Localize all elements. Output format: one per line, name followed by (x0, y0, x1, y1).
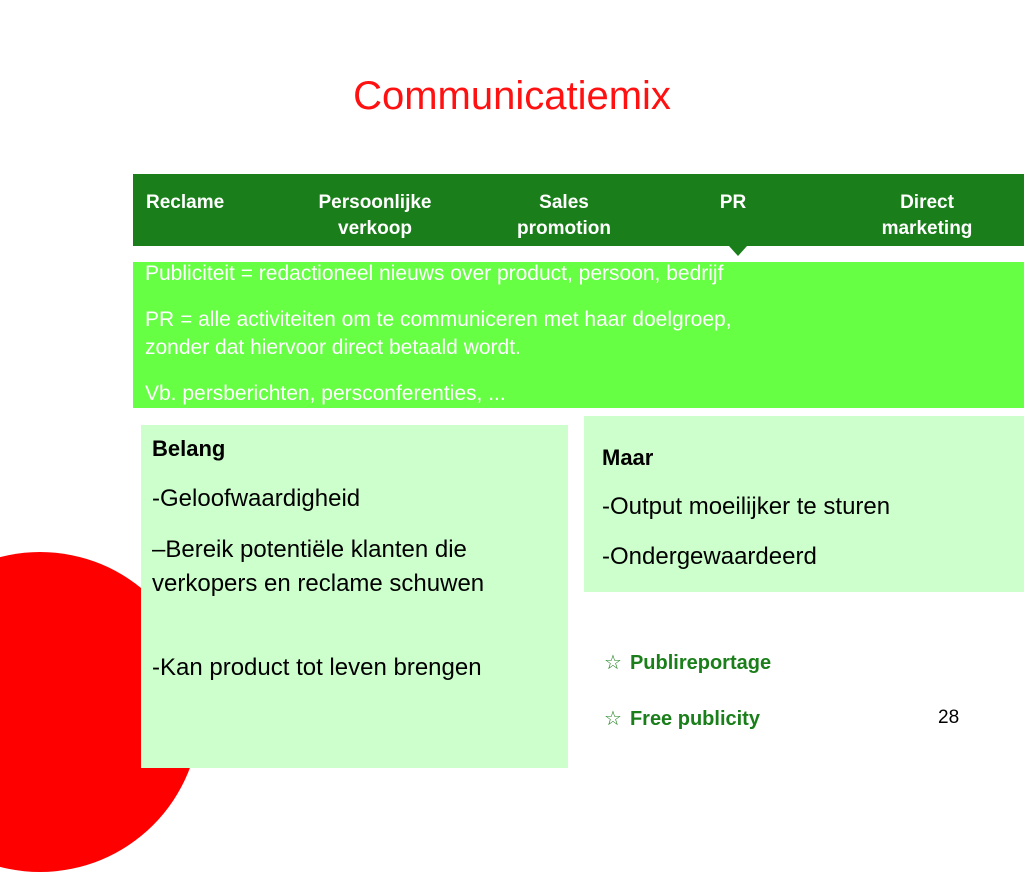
panel-item: -Geloofwaardigheid (152, 485, 361, 512)
extra-item-label: Free publicity (629, 708, 760, 730)
tab-label-line1: PR (719, 192, 747, 213)
tab-label-line1: Direct (900, 192, 954, 213)
pr-definition-box (133, 262, 1024, 408)
panel-item: -Output moeilijker te sturen (602, 493, 891, 520)
star-outline-icon: ☆ (604, 708, 622, 730)
panel-heading: Belang (152, 436, 226, 461)
tab-pr[interactable] (703, 190, 763, 216)
pr-definition-line: PR = alle activiteiten om te communiceren met haar doelgroep, (145, 308, 732, 331)
belang-panel (141, 425, 568, 768)
tab-direct-marketing[interactable] (857, 190, 997, 242)
tab-label-line1: Persoonlijke (318, 192, 432, 213)
page-number: 28 (938, 707, 960, 728)
panel-item: -Ondergewaardeerd (602, 543, 817, 570)
pr-definition-line: Publiciteit = redactioneel nieuws over product, persoon, bedrijf (145, 262, 724, 285)
tab-reclame[interactable] (146, 190, 266, 216)
panel-heading: Maar (602, 445, 654, 470)
tab-label-line2: marketing (881, 218, 973, 239)
active-tab-pointer (729, 246, 747, 256)
panel-item: -Kan product tot leven brengen (152, 654, 482, 681)
extra-item-free-publicity (604, 706, 760, 732)
tab-label-line1: Sales (539, 192, 589, 213)
maar-panel (584, 416, 1024, 592)
star-outline-icon: ☆ (604, 652, 622, 674)
tab-persoonlijke-verkoop[interactable] (295, 190, 455, 242)
tab-sales-promotion[interactable] (489, 190, 639, 242)
tab-label-line2: promotion (517, 218, 611, 239)
pr-definition-line: zonder dat hiervoor direct betaald wordt. (145, 336, 521, 359)
tab-label-line2: verkoop (338, 218, 412, 239)
pr-example-line: Vb. persberichten, persconferenties, ... (145, 382, 506, 405)
extra-item-publireportage (604, 650, 771, 676)
extra-item-label: Publireportage (629, 652, 772, 674)
communication-mix-tab-bar (133, 174, 1024, 246)
panel-item: –Bereik potentiële klanten die verkopers en reclame schuwen (152, 536, 485, 597)
slide-title: Communicatiemix (353, 74, 671, 118)
tab-label-line1: Reclame (146, 192, 225, 213)
